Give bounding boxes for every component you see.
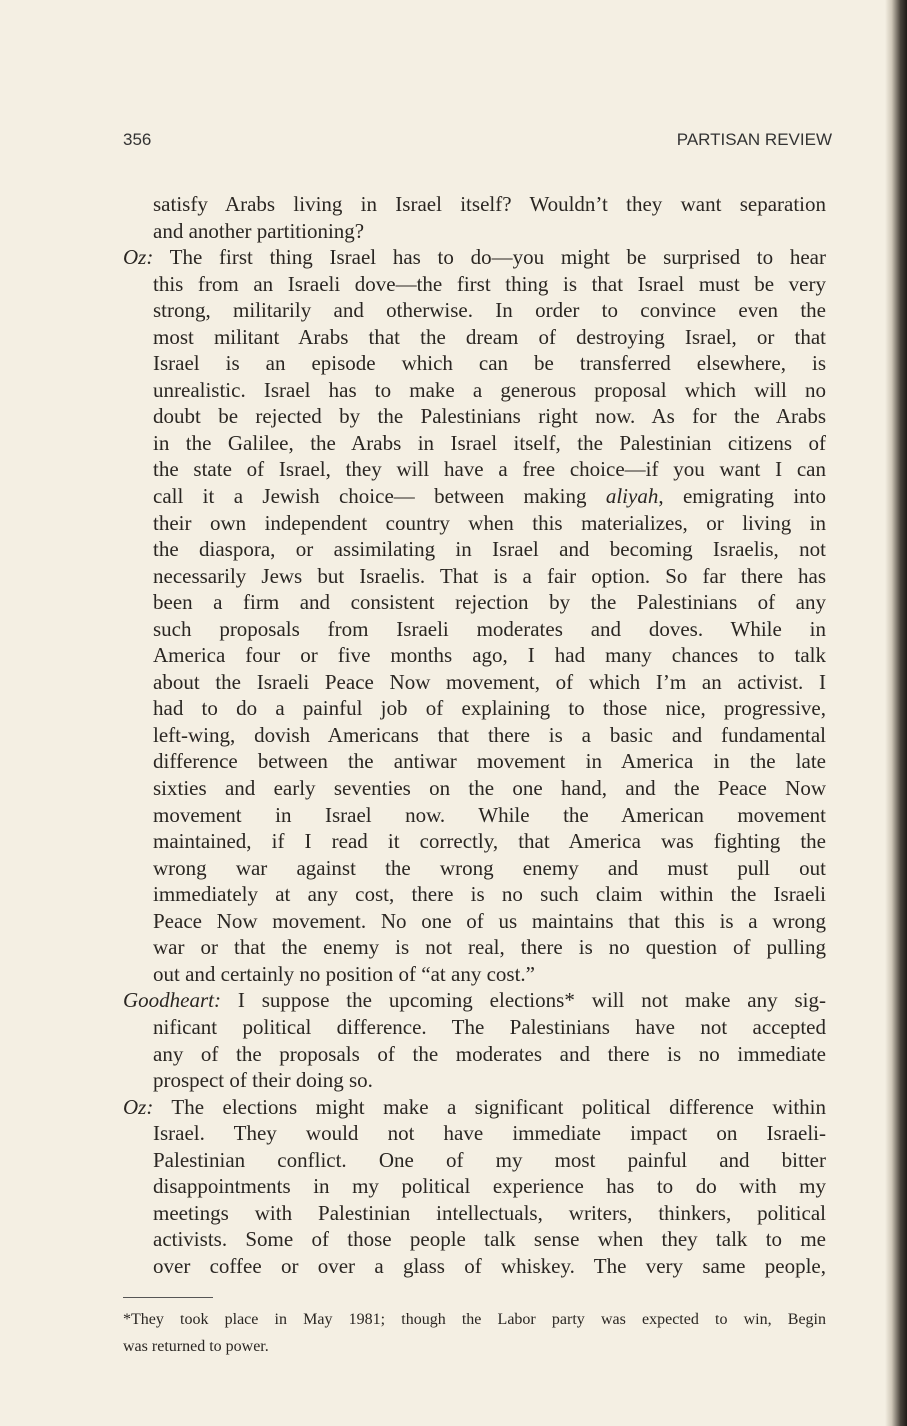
line-text: America four or five months ago, I had many chances to talk bbox=[153, 643, 826, 668]
line-text: movement in Israel now. While the American movement bbox=[153, 802, 826, 827]
text-line bbox=[123, 987, 826, 1014]
text-line bbox=[123, 456, 826, 483]
line-text: prospect of their doing so. bbox=[153, 1068, 373, 1093]
paragraph bbox=[123, 244, 826, 987]
speaker-name: Goodheart: bbox=[123, 988, 221, 1013]
speaker-name: Oz: bbox=[123, 1094, 154, 1119]
line-text: any of the proposals of the moderates and there is no immediate bbox=[153, 1041, 826, 1066]
text-line bbox=[123, 669, 826, 696]
text-line bbox=[123, 642, 826, 669]
text-line bbox=[123, 271, 826, 298]
text-line bbox=[123, 775, 826, 802]
text-line bbox=[123, 802, 826, 829]
line-text: the diaspora, or assimilating in Israel and becoming Israelis, not bbox=[153, 537, 826, 562]
line-text: sixties and early seventies on the one hand, and the Peace Now bbox=[153, 776, 826, 801]
line-text: satisfy Arabs living in Israel itself? Wouldn’t they want separation bbox=[153, 192, 826, 216]
text-line bbox=[123, 881, 826, 908]
line-text: this from an Israeli dove—the first thing is that Israel must be very bbox=[153, 271, 826, 296]
text-line bbox=[123, 695, 826, 722]
text-line bbox=[123, 934, 826, 961]
line-text: Palestinian conflict. One of my most painful and bitter bbox=[153, 1147, 826, 1172]
footnote-line: *They took place in May 1981; though the Labor party was expected to win, Begin bbox=[123, 1311, 826, 1328]
paragraph bbox=[123, 191, 826, 244]
paragraph bbox=[123, 987, 826, 1093]
text-line bbox=[123, 828, 826, 855]
text-line bbox=[123, 191, 826, 218]
text-line bbox=[123, 1120, 826, 1147]
interview-body-text bbox=[123, 191, 826, 1279]
footnote-divider bbox=[123, 1297, 213, 1298]
text-line bbox=[123, 616, 826, 643]
text-line bbox=[123, 377, 826, 404]
page-number: 356 bbox=[123, 130, 152, 149]
line-text: nificant political difference. The Palestinians have not accepted bbox=[153, 1014, 826, 1039]
footnote-line: was returned to power. bbox=[123, 1338, 269, 1355]
book-binding-shadow bbox=[885, 0, 907, 1426]
line-text: maintained, if I read it correctly, that America was fighting the bbox=[153, 829, 826, 854]
text-line bbox=[123, 1014, 826, 1041]
line-text: difference between the antiwar movement in America in the late bbox=[153, 749, 826, 774]
line-text: most militant Arabs that the dream of destroying Israel, or that bbox=[153, 324, 826, 349]
text-line bbox=[123, 403, 826, 430]
running-header-title: PARTISAN REVIEW bbox=[676, 130, 832, 149]
line-text: The first thing Israel has to do—you might be surprised to hear bbox=[153, 245, 826, 270]
line-text: their own independent country when this materializes, or living in bbox=[153, 510, 826, 535]
line-text: Israel. They would not have immediate impact on Israeli- bbox=[153, 1121, 826, 1146]
text-line bbox=[123, 350, 826, 377]
line-text: unrealistic. Israel has to make a generous proposal which will no bbox=[153, 377, 826, 402]
line-text: necessarily Jews but Israelis. That is a fair option. So far there has bbox=[153, 563, 826, 588]
line-text: and another partitioning? bbox=[153, 218, 365, 243]
text-line bbox=[123, 218, 826, 245]
text-line bbox=[123, 961, 826, 988]
line-text: about the Israeli Peace Now movement, of which I’m an activist. I bbox=[153, 669, 826, 694]
line-text: activists. Some of those people talk sense when they talk to me bbox=[153, 1227, 826, 1252]
footnote bbox=[123, 1306, 826, 1360]
line-text: war or that the enemy is not real, there is no question of pulling bbox=[153, 935, 826, 960]
text-line bbox=[123, 1147, 826, 1174]
text-line bbox=[123, 483, 826, 510]
line-text: in the Galilee, the Arabs in Israel itself, the Palestinian citizens of bbox=[153, 430, 826, 455]
line-text: strong, militarily and otherwise. In order to convince even the bbox=[153, 298, 826, 323]
line-text: Peace Now movement. No one of us maintains that this is a wrong bbox=[153, 908, 826, 933]
paragraph bbox=[123, 1094, 826, 1280]
text-line bbox=[123, 297, 826, 324]
line-text: the state of Israel, they will have a free choice—if you want I can bbox=[153, 457, 826, 482]
text-line bbox=[123, 430, 826, 457]
line-text: over coffee or over a glass of whiskey. The very same people, bbox=[153, 1253, 826, 1278]
line-text: wrong war against the wrong enemy and must pull out bbox=[153, 855, 826, 880]
line-text: had to do a painful job of explaining to those nice, progressive, bbox=[153, 696, 826, 721]
line-text: disappointments in my political experience has to do with my bbox=[153, 1174, 826, 1199]
text-line bbox=[123, 1041, 826, 1068]
text-line bbox=[123, 563, 826, 590]
text-line bbox=[123, 748, 826, 775]
line-text: Israel is an episode which can be transferred elsewhere, is bbox=[153, 351, 826, 376]
speaker-name: Oz: bbox=[123, 245, 154, 270]
line-text: out and certainly no position of “at any cost.” bbox=[153, 961, 535, 986]
text-line bbox=[123, 1173, 826, 1200]
text-line bbox=[123, 855, 826, 882]
line-text: call it a Jewish choice— between making bbox=[153, 484, 606, 509]
line-text: left-wing, dovish Americans that there is a basic and fundamental bbox=[153, 722, 826, 747]
text-line bbox=[123, 1253, 826, 1280]
text-line bbox=[123, 1067, 826, 1094]
line-text: doubt be rejected by the Palestinians right now. As for the Arabs bbox=[153, 404, 826, 429]
text-line bbox=[123, 908, 826, 935]
line-text: meetings with Palestinian intellectuals, writers, thinkers, political bbox=[153, 1200, 826, 1225]
line-text: such proposals from Israeli moderates and doves. While in bbox=[153, 616, 826, 641]
line-text: The elections might make a significant political difference within bbox=[153, 1094, 826, 1119]
line-text: immediately at any cost, there is no such claim within the Israeli bbox=[153, 882, 826, 907]
line-text: , emigrating into bbox=[658, 484, 826, 509]
text-line bbox=[123, 244, 826, 271]
text-line bbox=[123, 722, 826, 749]
text-line bbox=[123, 1094, 826, 1121]
line-text: I suppose the upcoming elections* will not make any sig- bbox=[221, 988, 826, 1013]
text-line bbox=[123, 536, 826, 563]
text-line bbox=[123, 324, 826, 351]
text-line bbox=[123, 1200, 826, 1227]
text-line bbox=[123, 1226, 826, 1253]
line-text: been a firm and consistent rejection by the Palestinians of any bbox=[153, 590, 826, 615]
italic-term: aliyah bbox=[605, 484, 659, 509]
text-line bbox=[123, 589, 826, 616]
text-line bbox=[123, 510, 826, 537]
